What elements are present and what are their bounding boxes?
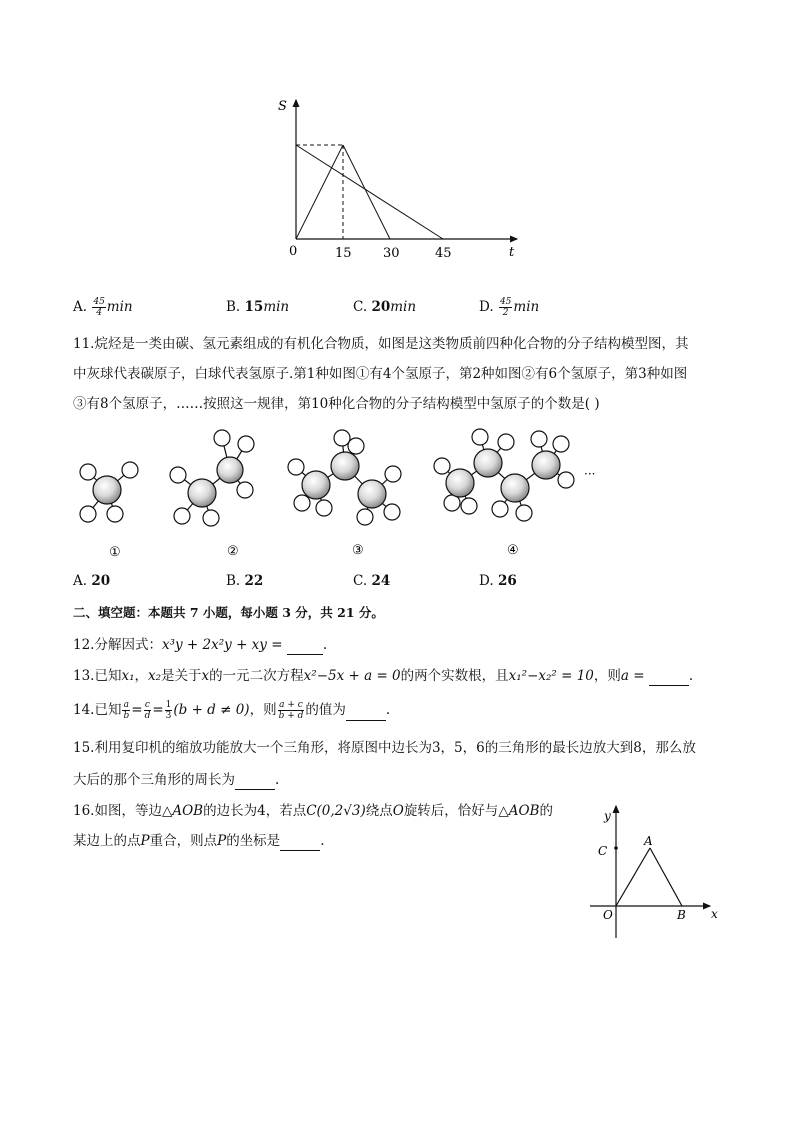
figure-label-4: ④ (507, 543, 519, 558)
q11-line-1: 11.烷烃是一类由碳、氢元素组成的有机化合物质，如图是这类物质前四种化合物的分子结构模型图，其 (73, 336, 689, 352)
line-down-to-30 (343, 145, 390, 239)
q11-option-d[interactable]: D. 26 (479, 573, 517, 589)
line-down-to-45 (296, 145, 443, 239)
y-axis-label: y (604, 809, 611, 823)
q13-answer-blank[interactable] (649, 671, 689, 686)
q14: 14.已知 $\frac{a}{b}$ = $\frac{c}{d}$ = $\frac{1}{3}$ (b + d ≠ 0)，则 $\frac{a + c}{b + d}$ 的值为 . (73, 700, 391, 721)
label-C: C (598, 844, 608, 858)
molecule-2 (170, 430, 254, 526)
x-axis-label: x (711, 907, 718, 921)
q13: 13.已知x₁，x₂是关于x的一元二次方程x²−5x + a = 0的两个实数根，且x₁²−x₂² = 10，则a = . (73, 668, 694, 684)
q11-line-3: ③有8个氢原子，……按照这一规律，第10种化合物的分子结构模型中氢原子的个数是( ) (73, 396, 600, 412)
q15-line-2: 大后的那个三角形的周长为 . (73, 772, 280, 788)
figure-label-3: ③ (352, 543, 364, 558)
label-A: A (644, 834, 653, 848)
q16-answer-blank[interactable] (280, 836, 320, 851)
q15-answer-blank[interactable] (235, 775, 275, 790)
fraction-one-third: $\frac{1}{3}$ (165, 700, 172, 721)
fraction: $\frac{45}{4}$ (93, 297, 105, 318)
fraction-sum: $\frac{a + c}{b + d}$ (278, 700, 304, 721)
label-O: O (603, 908, 613, 922)
q10-option-c[interactable]: C. 20min (353, 299, 417, 315)
fraction-a-over-b: $\frac{a}{b}$ (123, 700, 130, 721)
q11-line-2: 中灰球代表碳原子，白球代表氢原子.第1种如图①有4个氢原子，第2种如图②有6个氢原子，第3种如图 (73, 366, 688, 382)
molecule-figures (60, 420, 620, 570)
molecule-4 (434, 429, 574, 521)
side-OA (616, 848, 650, 906)
q10-option-d[interactable]: D. $\frac{45}{2}$ min (479, 297, 540, 318)
triangle-coordinate-figure (590, 800, 730, 945)
q12: 12.分解因式：x³y + 2x²y + xy = . (73, 637, 328, 653)
figure-label-2: ② (227, 544, 239, 559)
molecule-1 (80, 462, 138, 522)
q11-option-b[interactable]: B. 22 (226, 573, 264, 589)
q16-line-1: 16.如图，等边△AOB的边长为4，若点C(0,2√3)绕点O旋转后，恰好与△AOB的 (73, 803, 553, 819)
q11-option-a[interactable]: A. 20 (73, 573, 111, 589)
x-tick-45: 45 (435, 246, 452, 261)
origin-label: 0 (289, 244, 298, 259)
x-tick-15: 15 (335, 246, 352, 261)
x-tick-30: 30 (383, 246, 400, 261)
molecule-3 (288, 430, 401, 525)
q12-answer-blank[interactable] (287, 640, 323, 655)
label-B: B (677, 908, 686, 922)
line-up-to-15 (296, 145, 343, 239)
section-2-heading: 二、填空题：本题共 7 小题，每小题 3 分，共 21 分。 (73, 605, 384, 620)
fraction-c-over-d: $\frac{c}{d}$ (144, 700, 151, 721)
molecule-ellipsis: ··· (584, 467, 596, 481)
distance-time-graph (270, 92, 530, 272)
q14-answer-blank[interactable] (346, 706, 386, 721)
fraction: $\frac{45}{2}$ (499, 297, 512, 318)
point-C (614, 846, 618, 850)
q10-option-b[interactable]: B. 15min (226, 299, 290, 315)
side-AB (650, 848, 682, 906)
q10-option-a[interactable]: A. $\frac{45}{4}$ min (73, 297, 133, 318)
y-axis-label: S (278, 99, 287, 114)
q11-option-c[interactable]: C. 24 (353, 573, 391, 589)
q16-line-2: 某边上的点P重合，则点P的坐标是 . (73, 833, 325, 849)
x-axis-label: t (509, 245, 515, 260)
figure-label-1: ① (109, 545, 121, 560)
q15-line-1: 15.利用复印机的缩放功能放大一个三角形，将原图中边长为3，5，6的三角形的最长边放大到8，那么放 (73, 740, 696, 756)
